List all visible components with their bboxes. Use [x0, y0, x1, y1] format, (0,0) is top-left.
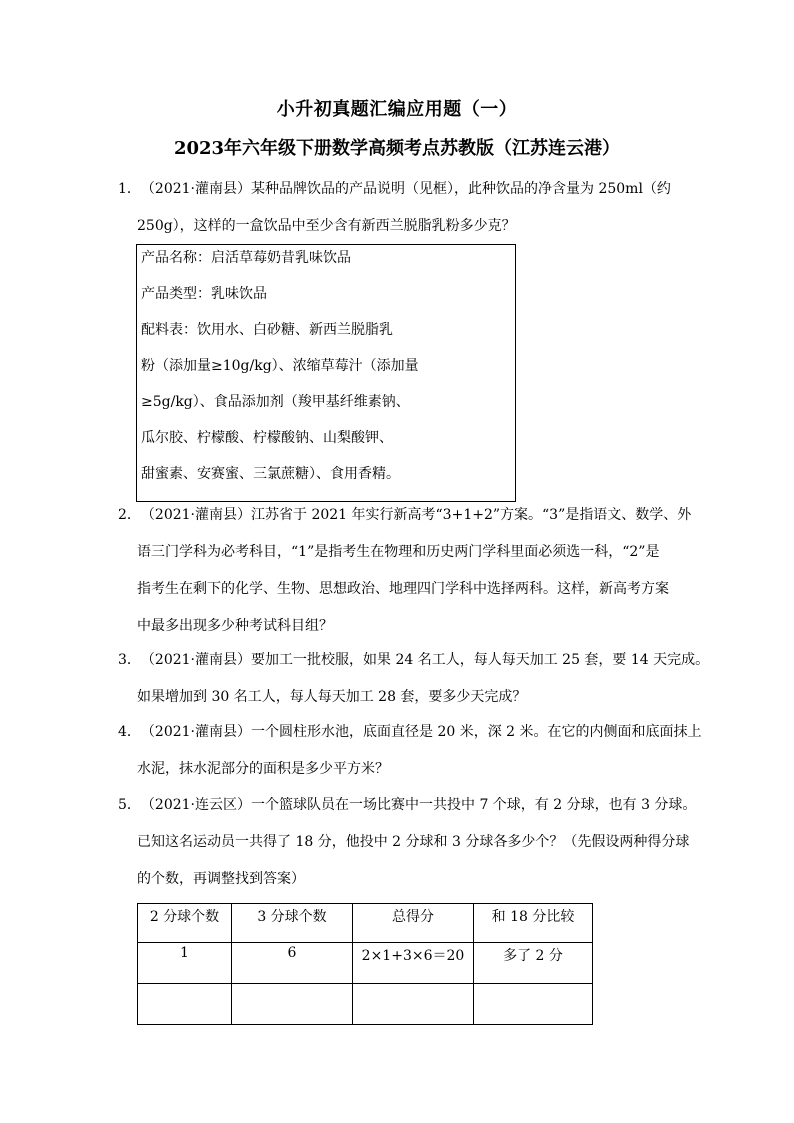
- table-cell: 多了 2 分: [474, 943, 593, 984]
- question-1-text-1: （2021·灌南县）某种品牌饮品的产品说明（见框），此种饮品的净含量为 250ml（约: [140, 181, 671, 197]
- ingredients-line-3: ≥5g/kg）、食品添加剂（羧甲基纤维素钠、: [141, 394, 410, 410]
- table-cell: 1: [138, 943, 232, 984]
- question-3-text-1: （2021·灌南县）要加工一批校服，如果 24 名工人，每人每天加工 25 套，要 14 天完成。: [140, 652, 710, 668]
- table-header-row: [138, 904, 593, 943]
- table-row: [138, 943, 593, 984]
- question-3: [118, 642, 710, 716]
- question-2-line-1: [118, 497, 692, 534]
- document-subtitle: 2023年六年级下册数学高频考点苏教版（江苏连云港）: [173, 138, 621, 159]
- ingredients-line-2: 粉（添加量≥10g/kg）、浓缩草莓汁（添加量: [141, 358, 419, 374]
- ingredients-line-4: 瓜尔胶、柠檬酸、柠檬酸钠、山梨酸钾、: [141, 430, 393, 446]
- product-name-line: 产品名称：启活草莓奶昔乳味饮品: [141, 250, 351, 266]
- question-3-line-1: [118, 642, 710, 679]
- question-2-line-3: 指考生在剩下的化学、生物、思想政治、地理四门学科中选择两科。这样，新高考方案: [137, 581, 669, 597]
- table-header-cell: 3 分球个数: [232, 904, 353, 943]
- question-5-line-1: [118, 787, 697, 824]
- question-4-number: 4．: [118, 724, 141, 740]
- question-5-text-1: （2021·连云区）一个篮球队员在一场比赛中一共投中 7 个球，有 2 分球，也有 3 分球。: [140, 797, 697, 813]
- table-header-cell: 和 18 分比较: [474, 904, 593, 943]
- question-1-line-1: [118, 171, 688, 208]
- table-cell: 2×1+3×6＝20: [353, 943, 474, 984]
- question-1-number: 1．: [118, 181, 141, 197]
- table-cell: 6: [232, 943, 353, 984]
- question-4-line-2: 水泥，抹水泥部分的面积是多少平方米？: [137, 761, 389, 777]
- question-4-text-1: （2021·灌南县）一个圆柱形水池，底面直径是 20 米，深 2 米。在它的内侧面和底面抹上: [140, 724, 702, 740]
- product-type-line: 产品类型：乳味饮品: [141, 286, 267, 302]
- question-5-line-2: 已知这名运动员一共得了 18 分，他投中 2 分球和 3 分球各多少个？（先假设两种得分球: [137, 834, 690, 850]
- question-2-line-2: 语三门学科为必考科目，“1”是指考生在物理和历史两门学科里面必须选一科，“2”是: [137, 544, 660, 560]
- question-3-number: 3．: [118, 652, 141, 668]
- question-4-line-1: [118, 714, 702, 751]
- question-1-line-2: 250g），这样的一盒饮品中至少含有新西兰脱脂乳粉多少克？: [137, 218, 516, 234]
- question-5-line-3: 的个数，再调整找到答案）: [137, 871, 305, 887]
- question-1: [118, 171, 688, 245]
- question-2-line-4: 中最多出现多少种考试科目组？: [137, 618, 333, 634]
- question-2: [118, 497, 692, 645]
- table-cell: [232, 984, 353, 1025]
- ingredients-line-5: 甜蜜素、安赛蜜、三氯蔗糖）、食用香精。: [141, 466, 400, 482]
- table-header-cell: 2 分球个数: [138, 904, 232, 943]
- table-cell: [353, 984, 474, 1025]
- ingredients-line-1: 配料表：饮用水、白砂糖、新西兰脱脂乳: [141, 322, 393, 338]
- question-5-number: 5．: [118, 797, 141, 813]
- table-cell: [138, 984, 232, 1025]
- score-table: [137, 903, 593, 1025]
- question-5: [118, 787, 697, 898]
- table-row: [138, 984, 593, 1025]
- question-2-text-1: （2021·灌南县）江苏省于 2021 年实行新高考“3+1+2”方案。“3”是指语文、数学、外: [140, 507, 692, 523]
- table-header-cell: 总得分: [353, 904, 474, 943]
- question-4: [118, 714, 702, 788]
- question-3-line-2: 如果增加到 30 名工人，每人每天加工 28 套，要多少天完成？: [137, 689, 527, 705]
- product-description-box: [136, 244, 516, 502]
- question-2-number: 2．: [118, 507, 141, 523]
- document-title: 小升初真题汇编应用题（一）: [276, 99, 518, 120]
- table-cell: [474, 984, 593, 1025]
